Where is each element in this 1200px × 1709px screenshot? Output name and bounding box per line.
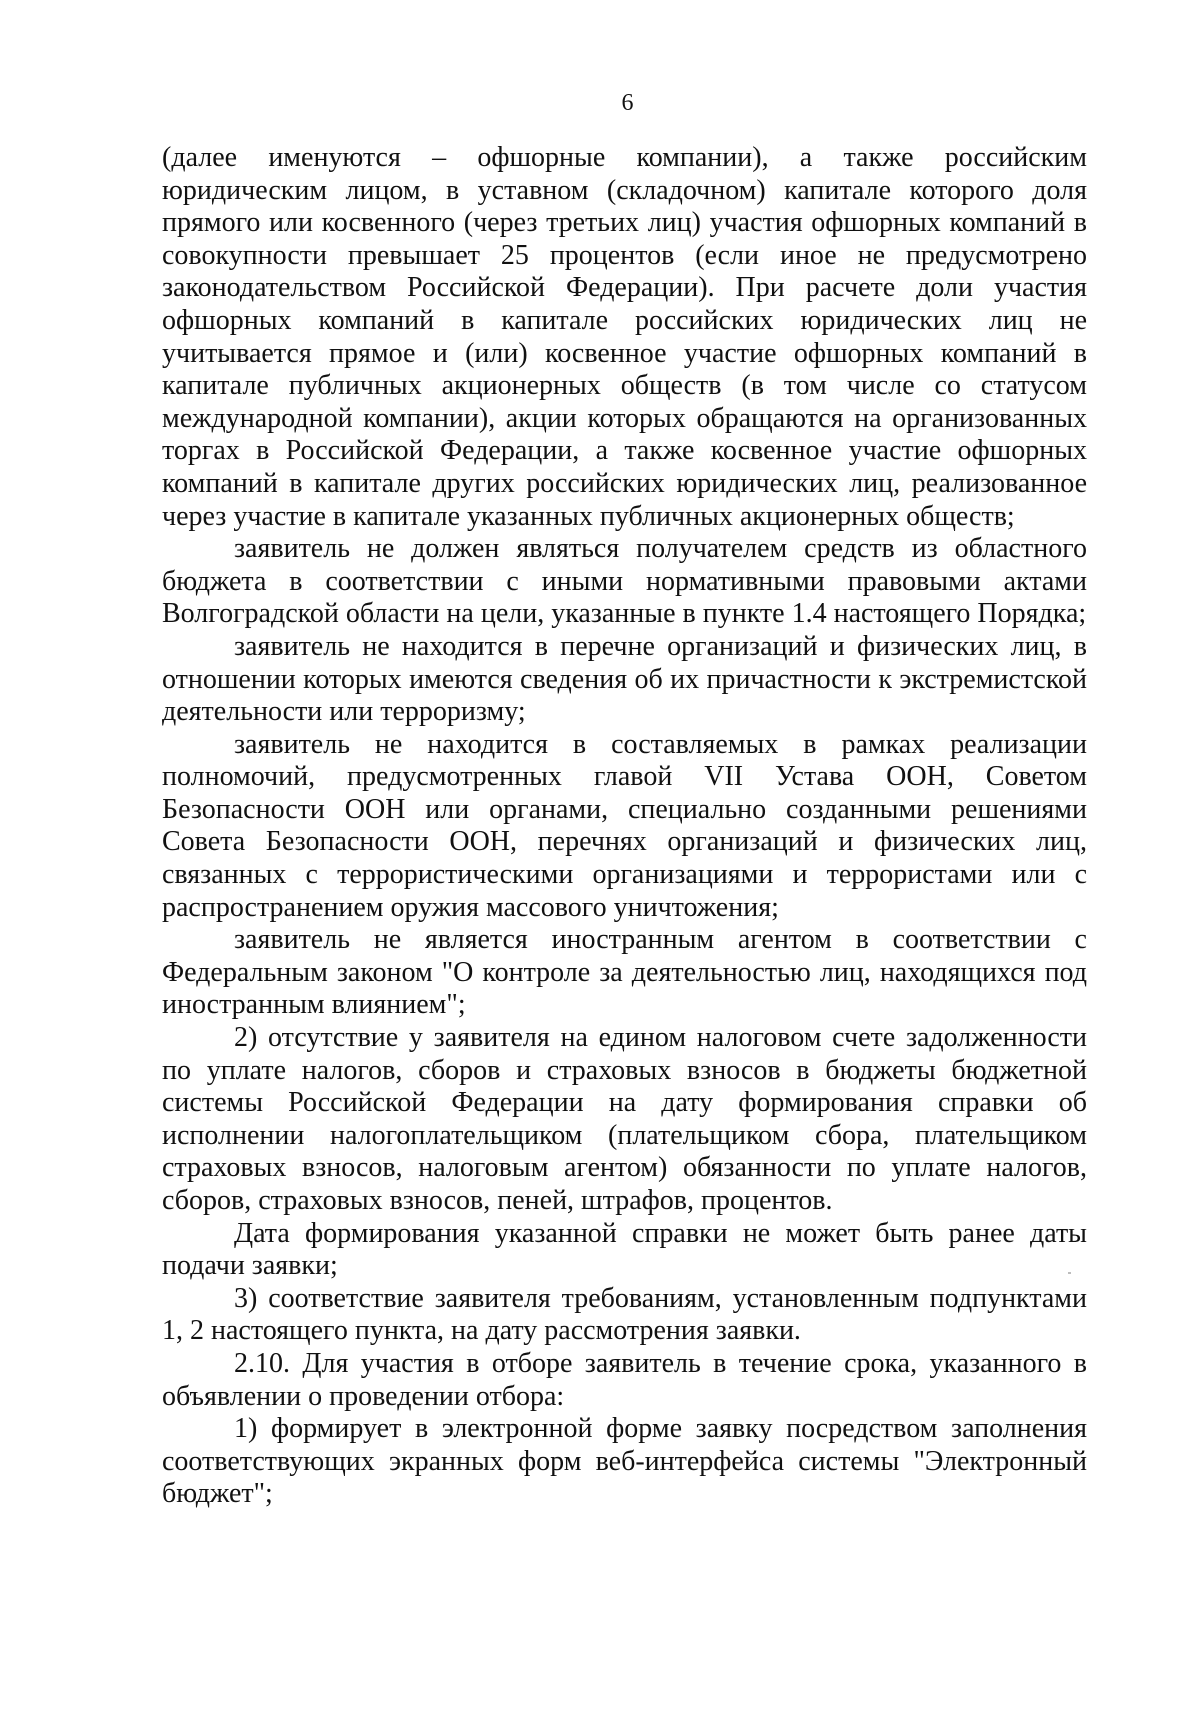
- paragraph-tax-debt: 2) отсутствие у заявителя на едином налоговом счете задолженности по уплате налогов, сборов и страховых взносов в бюджеты бюджетной системы Российской Федерации на дату формирования справки об исполнении налогоплательщиком (плательщиком сбора, плательщиком страховых взносов, налоговым агентом) обязанности по уплате налогов, сборов, страховых взносов, пеней, штрафов, процентов.: [162, 1022, 1087, 1216]
- scan-speck: [1068, 1272, 1071, 1274]
- paragraph-certificate-date: Дата формирования указанной справки не может быть ранее даты подачи заявки;: [162, 1217, 1087, 1282]
- paragraph-un-sanctions-list: заявитель не находится в составляемых в рамках реализации полномочий, предусмотренных главой VII Устава ООН, Советом Безопасности ООН или органами, специально созданными решениями Совета Безопасности ООН, перечнях организаций и физических лиц, связанных с террористическими организациями и террористами или с распространением оружия массового уничтожения;: [162, 728, 1087, 923]
- paragraph-section-2-10: 2.10. Для участия в отборе заявитель в течение срока, указанного в объявлении о проведении отбора:: [162, 1347, 1087, 1412]
- paragraph-compliance: 3) соответствие заявителя требованиям, установленным подпунктами 1, 2 настоящего пункта, на дату рассмотрения заявки.: [162, 1282, 1087, 1347]
- paragraph-extremism-list: заявитель не находится в перечне организаций и физических лиц, в отношении которых имеются сведения об их причастности к экстремистской деятельности или терроризму;: [162, 630, 1087, 728]
- page-number: 6: [621, 90, 634, 116]
- paragraph-budget-recipient: заявитель не должен являться получателем средств из областного бюджета в соответствии с иными нормативными правовыми актами Волгоградской области на цели, указанные в пункте 1.4 настоящего Порядка;: [162, 533, 1087, 630]
- paragraph-foreign-agent: заявитель не является иностранным агентом в соответствии с Федеральным законом "О контроле за деятельностью лиц, находящихся под иностранным влиянием";: [162, 924, 1087, 1021]
- document-body: [162, 142, 1087, 1511]
- paragraph-offshore-continuation: (далее именуются – офшорные компании), а также российским юридическим лицом, в уставном (складочном) капитале которого доля прямого или косвенного (через третьих лиц) участия офшорных компаний в совокупности превышает 25 процентов (если иное не предусмотрено законодательством Российской Федерации). При расчете доли участия офшорных компаний в капитале российских юридических лиц не учитывается прямое и (или) косвенное участие офшорных компаний в капитале публичных акционерных обществ (в том числе со статусом международной компании), акции которых обращаются на организованных торгах в Российской Федерации, а также косвенное участие офшорных компаний в капитале других российских юридических лиц, реализованное через участие в капитале указанных публичных акционерных обществ;: [162, 142, 1087, 532]
- paragraph-electronic-application: 1) формирует в электронной форме заявку посредством заполнения соответствующих экранных форм веб-интерфейса системы "Электронный бюджет";: [162, 1413, 1087, 1510]
